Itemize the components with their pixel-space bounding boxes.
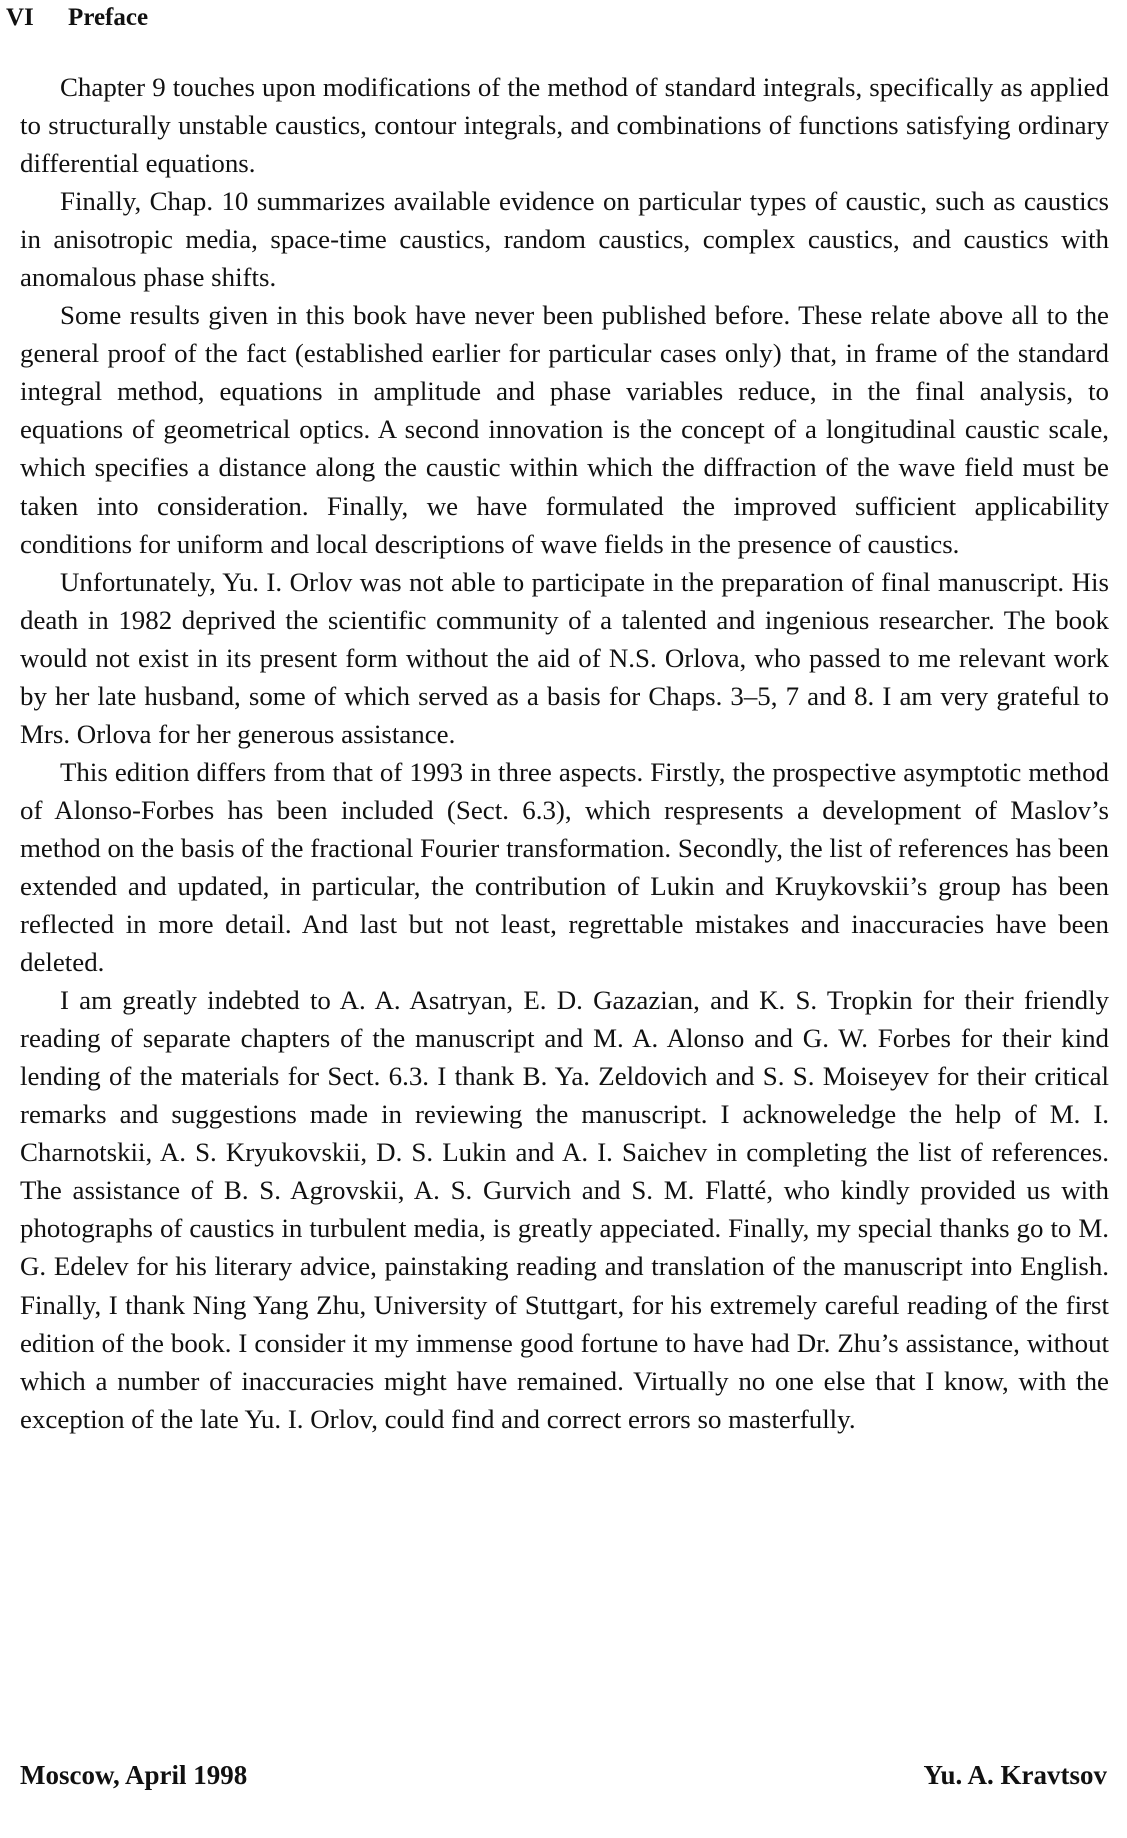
page-number: VI <box>6 4 34 31</box>
running-title: Preface <box>68 4 149 31</box>
signature-line <box>20 1760 1107 1791</box>
author-signature: Yu. A. Kravtsov <box>923 1760 1107 1790</box>
paragraph-edition-differences: This edition differs from that of 1993 in three aspects. Firstly, the prospective asymptotic method of Alonso-Forbes has been included (Sect. 6.3), which respresents a development of Maslov’s method on the basis of the fractional Fourier transformation. Secondly, the list of references has been extended and updated, in particular, the contribution of Lukin and Kruykovskii’s group has been reflected in more detail. And last but not least, regrettable mistakes and inaccuracies have been deleted. <box>20 756 1109 978</box>
paragraph-new-results: Some results given in this book have never been published before. These relate above all to the general proof of the fact (established earlier for particular cases only) that, in frame of the standard integral method, equations in amplitude and phase variables reduce, in the final analysis, to equations of geometrical optics. A second innovation is the concept of a longitudinal caustic scale, which specifies a distance along the caustic within which the diffraction of the wave field must be taken into consideration. Finally, we have formulated the improved sufficient applicability conditions for uniform and local descriptions of wave fields in the presence of caustics. <box>20 300 1109 559</box>
paragraph-chapter-9: Chapter 9 touches upon modifications of the method of standard integrals, specifically as applied to structurally unstable caustics, contour integrals, and combinations of functions satisfying ordinary differential equations. <box>20 72 1109 179</box>
paragraph-acknowledgements: I am greatly indebted to A. A. Asatryan, E. D. Gazazian, and K. S. Tropkin for their friendly reading of separate chapters of the manuscript and M. A. Alonso and G. W. Forbes for their kind lending of the materials for Sect. 6.3. I thank B. Ya. Zeldovich and S. S. Moiseyev for their critical remarks and suggestions made in reviewing the manuscript. I acknoweledge the help of M. I. Charnotskii, A. S. Kryukovskii, D. S. Lukin and A. I. Saichev in completing the list of references. The assistance of B. S. Agrovskii, A. S. Gurvich and S. M. Flatté, who kindly provided us with photographs of caustics in turbulent media, is greatly appeciated. Finally, my special thanks go to M. G. Edelev for his literary advice, painstaking reading and translation of the manuscript into English. Finally, I thank Ning Yang Zhu, University of Stuttgart, for his extremely careful reading of the first edition of the book. I consider it my immense good fortune to have had Dr. Zhu’s assistance, without which a number of inaccuracies might have remained. Virtually no one else that I know, with the exception of the late Yu. I. Orlov, could find and correct errors so masterfully. <box>20 985 1109 1434</box>
paragraph-chapter-10: Finally, Chap. 10 summarizes available evidence on particular types of caustic, such as caustics in anisotropic media, space-time caustics, random caustics, complex caustics, and caustics with anomalous phase shifts. <box>20 186 1109 293</box>
preface-body <box>20 68 1109 1438</box>
page-header <box>6 4 148 32</box>
paragraph-orlov: Unfortunately, Yu. I. Orlov was not able to participate in the preparation of final manuscript. His death in 1982 deprived the scientific community of a talented and ingenious researcher. The book would not exist in its present form without the aid of N.S. Orlova, who passed to me relevant work by her late husband, some of which served as a basis for Chaps. 3–5, 7 and 8. I am very grateful to Mrs. Orlova for her generous assistance. <box>20 566 1109 749</box>
place-date: Moscow, April 1998 <box>20 1760 248 1790</box>
